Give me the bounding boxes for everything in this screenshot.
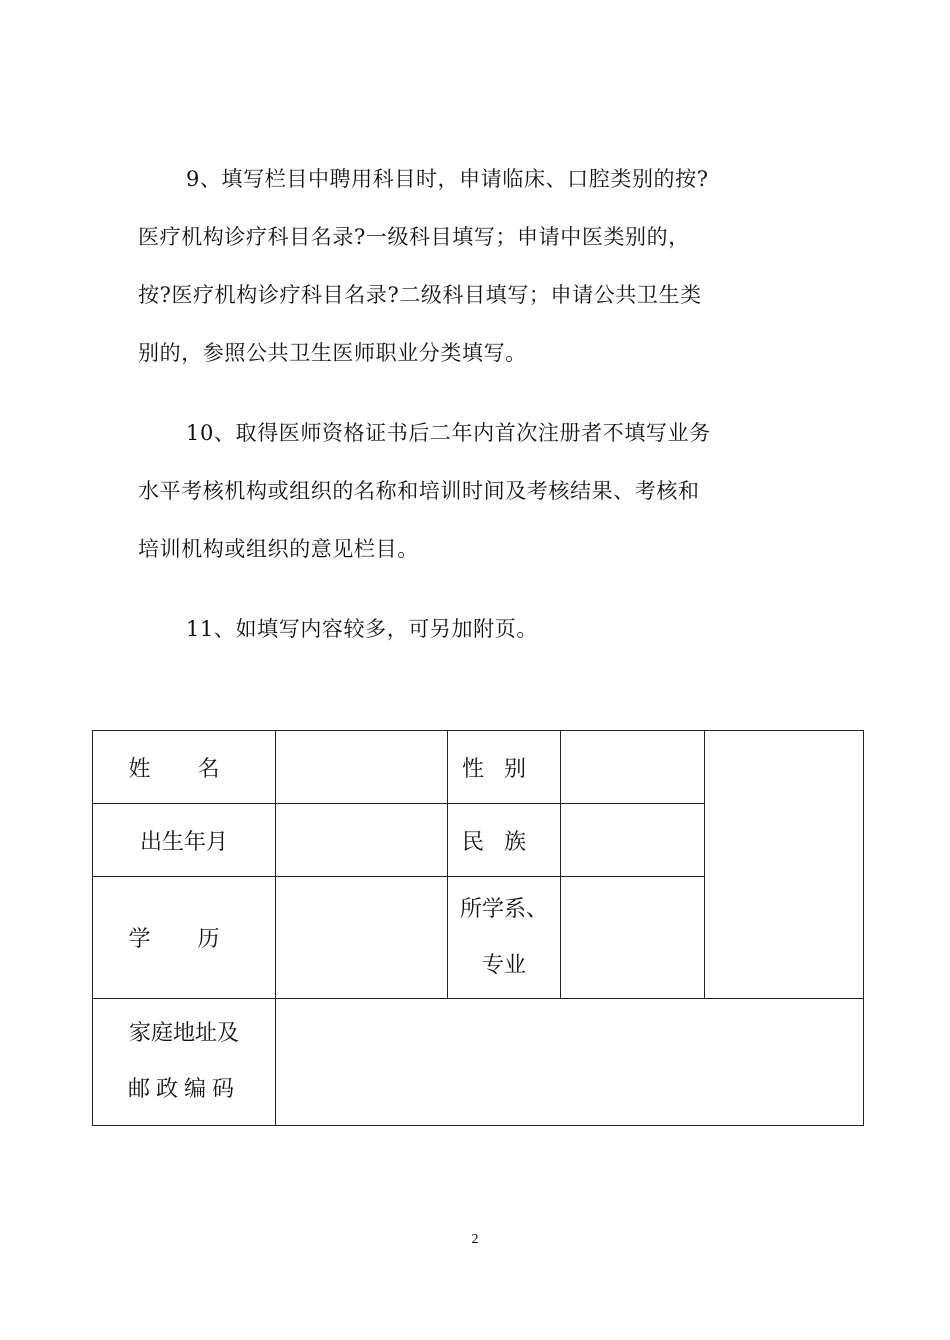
instruction-item-11 [138, 600, 808, 658]
department-major-field[interactable] [561, 877, 705, 999]
name-label: 姓 名 [93, 731, 276, 804]
text-line: 培训机构或组织的意见栏目。 [138, 537, 419, 561]
department-major-label-line1: 所学系、 [459, 896, 548, 922]
gender-field[interactable] [561, 731, 705, 804]
text-line: 按?医疗机构诊疗科目名录?二级科目填写；申请公共卫生类 [138, 283, 702, 307]
instruction-item-10 [138, 404, 808, 578]
ethnicity-label: 民族 [448, 804, 561, 877]
name-field[interactable] [276, 731, 448, 804]
gender-label: 性别 [448, 731, 561, 804]
department-major-label-line2: 专业 [481, 952, 526, 978]
page-number: 2 [471, 1232, 479, 1247]
instruction-item-9 [138, 150, 808, 382]
text-line: 水平考核机构或组织的名称和培训时间及考核结果、考核和 [138, 479, 700, 503]
text-line: 9、填写栏目中聘用科目时，申请临床、口腔类别的按? [186, 167, 709, 191]
address-postcode-label [93, 999, 276, 1126]
address-label-line1: 家庭地址及 [128, 1021, 239, 1046]
instructions-section [138, 150, 808, 658]
education-label: 学 历 [93, 877, 276, 999]
text-line: 别的，参照公共卫生医师职业分类填写。 [138, 341, 527, 365]
registration-form-table [92, 730, 864, 1126]
photo-box[interactable] [705, 731, 864, 999]
text-line: 11、如填写内容较多，可另加附页。 [186, 617, 538, 641]
text-line: 医疗机构诊疗科目名录?一级科目填写；申请中医类别的， [138, 225, 690, 249]
address-postcode-field[interactable] [276, 999, 864, 1126]
address-label-line2: 邮政编码 [127, 1077, 240, 1102]
birth-date-label: 出生年月 [93, 804, 276, 877]
text-line: 10、取得医师资格证书后二年内首次注册者不填写业务 [186, 421, 711, 445]
ethnicity-field[interactable] [561, 804, 705, 877]
education-field[interactable] [276, 877, 448, 999]
birth-date-field[interactable] [276, 804, 448, 877]
department-major-label [448, 877, 561, 999]
